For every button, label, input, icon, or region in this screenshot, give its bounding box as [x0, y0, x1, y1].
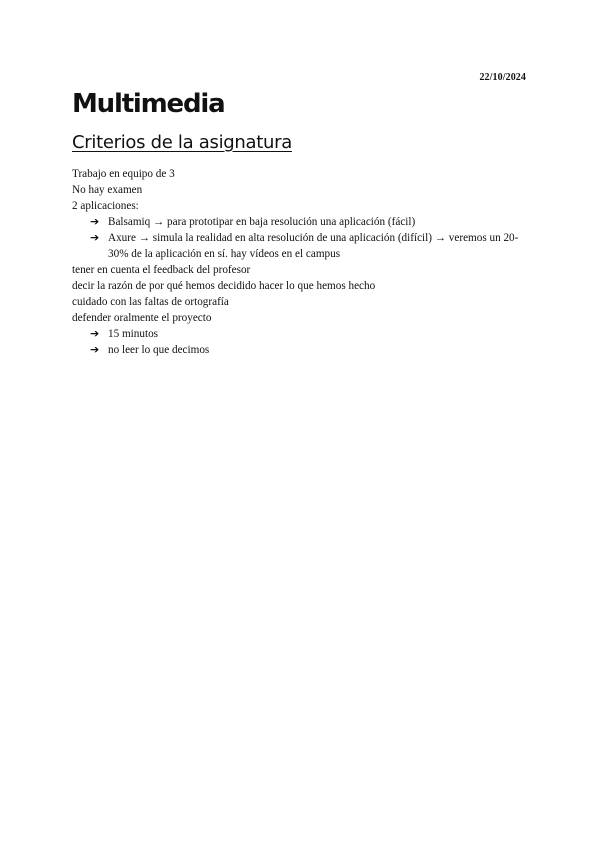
- text-line: No hay examen: [72, 184, 143, 196]
- list-item-text: Axure → simula la realidad en alta resolución de una aplicación (difícil) → veremos un 20-30% de la aplicación en sí. hay vídeos en el campus: [108, 232, 519, 260]
- text-line: 2 aplicaciones:: [72, 200, 139, 212]
- arrow-icon: ➔: [90, 231, 100, 244]
- text-line: decir la razón de por qué hemos decidido hacer lo que hemos hecho: [72, 280, 376, 292]
- arrow-icon: ➔: [90, 215, 100, 228]
- list-item: [72, 230, 532, 262]
- text-line: Trabajo en equipo de 3: [72, 168, 175, 180]
- text-line: cuidado con las faltas de ortografía: [72, 296, 229, 308]
- arrow-icon: ➔: [90, 327, 100, 340]
- list-item: [72, 326, 532, 342]
- date: 22/10/2024: [479, 72, 526, 83]
- notes-content: [72, 166, 532, 358]
- section-heading: Criterios de la asignatura: [72, 132, 292, 153]
- list-item: [72, 342, 532, 358]
- text-line: defender oralmente el proyecto: [72, 312, 212, 324]
- page-title: Multimedia: [72, 89, 225, 119]
- list-item: [72, 214, 532, 230]
- list-item-text: no leer lo que decimos: [108, 344, 210, 356]
- list-item-text: Balsamiq → para prototipar en baja resolución una aplicación (fácil): [108, 216, 416, 228]
- arrow-icon: ➔: [90, 343, 100, 356]
- list-item-text: 15 minutos: [108, 328, 159, 340]
- text-line: tener en cuenta el feedback del profesor: [72, 264, 251, 276]
